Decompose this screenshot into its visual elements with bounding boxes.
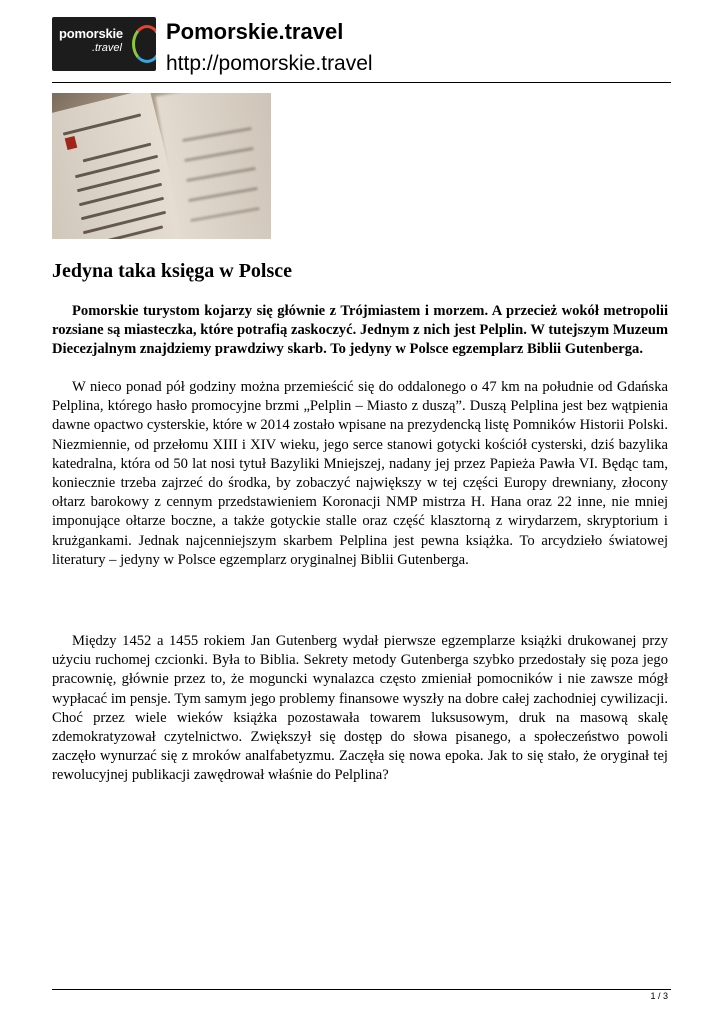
article-title: Jedyna taka księga w Polsce — [52, 260, 292, 282]
page-header — [52, 17, 671, 83]
logo-subtext: .travel — [92, 42, 122, 54]
footer-divider — [52, 989, 671, 990]
page-number: 1 / 3 — [650, 991, 668, 1001]
pomorskie-travel-logo[interactable] — [52, 17, 156, 71]
header-divider — [52, 82, 671, 83]
site-url-link[interactable]: http://pomorskie.travel — [166, 52, 373, 75]
article-paragraph-2: Między 1452 a 1455 rokiem Jan Gutenberg wydał pierwsze egzemplarze książki drukowanej przy użyciu ruchomej czcionki. Była to Biblia. Sekrety metody Gutenberga szybko przedostały się poza jego pracownię, głównie przez to, że moguncki wynalazca często zmieniał pomocników i nie zawsze mógł wypłacać im pensje. Tym samym jego problemy finansowe wyszły na dobre całej zachodniej cywilizacji. Choć przez wiele wieków książka pozostawała towarem luksusowym, druk na masową skalę zdemokratyzował czytelnictwo. Zwiększył się dostęp do słowa pisanego, a społeczeństwo powoli zaczęło wynurzać się z mroków analfabetyzmu. Zaczęła się nowa epoka. Jak to się stało, że oryginał tej rewolucyjnej publikacji zawędrował właśnie do Pelplina? — [52, 633, 668, 784]
logo-text: pomorskie — [59, 26, 123, 41]
logo-ring-icon — [132, 25, 156, 63]
article-lead: Pomorskie turystom kojarzy się głównie z Trójmiastem i morzem. A przecież wokół metropolii rozsiane są miasteczka, które potrafią zaskoczyć. Jednym z nich jest Pelplin. W tutejszym Muzeum Diecezjalnym znajdziemy prawdziwy skarb. To jedyny w Polsce egzemplarz Biblii Gutenberga. — [52, 303, 668, 358]
article-photo-gutenberg-bible — [52, 93, 271, 239]
site-title: Pomorskie.travel — [166, 19, 344, 44]
article-paragraph-1: W nieco ponad pół godziny można przemieścić się do oddalonego o 47 km na południe od Gdańska Pelplina, którego hasło promocyjne brzmi „Pelplin – Miasto z duszą”. Duszą Pelplina jest bez wątpienia dawne opactwo cysterskie, które w 2014 zostało wpisane na prezydencką listę Pomników Historii Polski. Niezmiennie, od przełomu XIII i XIV wieku, jego serce stanowi gotycki kościół cysterski, dziś bazylika katedralna, która od 50 lat nosi tytuł Bazyliki Mniejszej, nadany jej przez Papieża Pawła VI. Będąc tam, koniecznie trzeba zajrzeć do środka, by zobaczyć największy w tej części Europy drewniany, złocony ołtarz barokowy z cennym przedstawieniem Koronacji NMP mistrza H. Hana oraz 22 inne, nie mniej imponujące ołtarze boczne, a także gotyckie stalle oraz część klasztorną z wirydarzem, skryptorium i krużgankami. Jednak najcenniejszym skarbem Pelplina jest pewna książka. To arcydzieło światowej literatury – jedyny w Polsce egzemplarz oryginalnej Biblii Gutenberga. — [52, 379, 668, 568]
